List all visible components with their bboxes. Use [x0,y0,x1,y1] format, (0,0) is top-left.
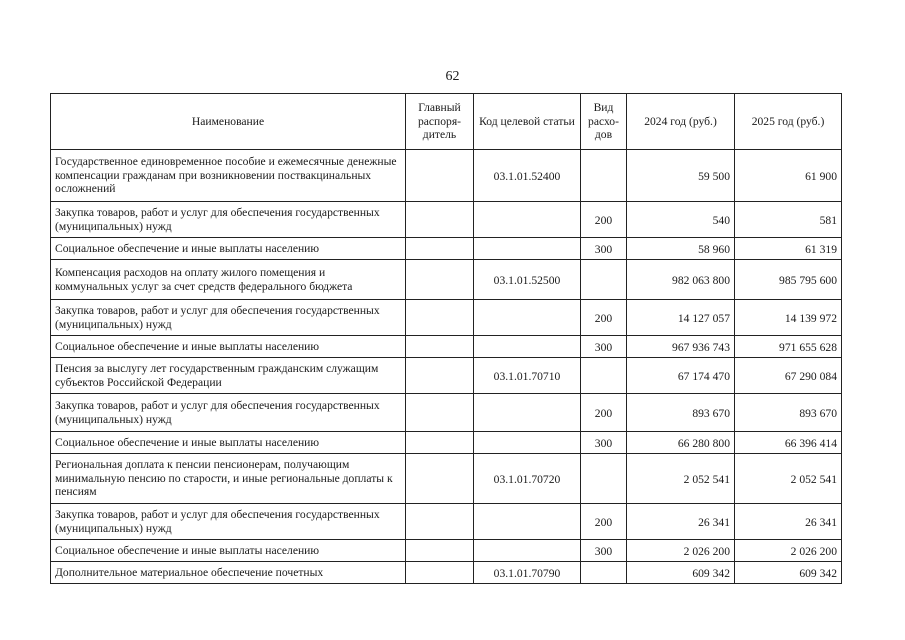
row-name-cell: Социальное обеспечение и иные выплаты населению [51,336,406,358]
row-type-cell: 200 [581,300,627,336]
row-name-cell: Социальное обеспечение и иные выплаты населению [51,540,406,562]
row-2025-cell: 61 900 [735,150,842,202]
row-name-cell: Закупка товаров, работ и услуг для обеспечения государственных (муниципальных) нужд [51,394,406,432]
row-2025-cell: 2 052 541 [735,454,842,504]
column-header-2024: 2024 год (руб.) [627,94,735,150]
row-type-cell: 300 [581,238,627,260]
row-2024-cell: 66 280 800 [627,432,735,454]
table-header-row [51,94,842,150]
column-header-name: Наименование [51,94,406,150]
column-header-manager: Главный распоря-дитель [406,94,474,150]
row-code-cell [474,504,581,540]
row-type-cell [581,150,627,202]
row-code-cell [474,432,581,454]
column-header-type: Вид расхо-дов [581,94,627,150]
row-code-cell: 03.1.01.70790 [474,562,581,584]
row-2025-cell: 61 319 [735,238,842,260]
row-type-cell [581,454,627,504]
column-header-2025: 2025 год (руб.) [735,94,842,150]
row-type-cell: 300 [581,432,627,454]
row-code-cell [474,336,581,358]
row-2024-cell: 982 063 800 [627,260,735,300]
table-row [51,540,842,562]
row-manager-cell [406,300,474,336]
row-2024-cell: 2 026 200 [627,540,735,562]
row-2024-cell: 2 052 541 [627,454,735,504]
column-header-code: Код целевой статьи [474,94,581,150]
row-2025-cell: 985 795 600 [735,260,842,300]
row-manager-cell [406,540,474,562]
row-name-cell: Социальное обеспечение и иные выплаты населению [51,238,406,260]
table-row [51,300,842,336]
row-code-cell [474,300,581,336]
row-2025-cell: 609 342 [735,562,842,584]
row-2024-cell: 609 342 [627,562,735,584]
row-manager-cell [406,394,474,432]
row-name-cell: Социальное обеспечение и иные выплаты населению [51,432,406,454]
table-row [51,260,842,300]
table-row [51,238,842,260]
row-code-cell [474,202,581,238]
table-row [51,150,842,202]
row-name-cell: Закупка товаров, работ и услуг для обеспечения государственных (муниципальных) нужд [51,300,406,336]
row-2024-cell: 967 936 743 [627,336,735,358]
table-row [51,454,842,504]
row-manager-cell [406,432,474,454]
row-code-cell [474,394,581,432]
table-row [51,202,842,238]
row-2025-cell: 893 670 [735,394,842,432]
table-row [51,336,842,358]
row-name-cell: Дополнительное материальное обеспечение почетных [51,562,406,584]
row-name-cell: Региональная доплата к пенсии пенсионерам, получающим минимальную пенсию по старости, и иные региональные доплаты к пенсиям [51,454,406,504]
row-2025-cell: 971 655 628 [735,336,842,358]
row-2024-cell: 14 127 057 [627,300,735,336]
row-2024-cell: 58 960 [627,238,735,260]
row-manager-cell [406,150,474,202]
row-code-cell [474,540,581,562]
row-type-cell: 200 [581,504,627,540]
table-row [51,432,842,454]
row-code-cell: 03.1.01.70720 [474,454,581,504]
row-manager-cell [406,454,474,504]
row-code-cell: 03.1.01.52500 [474,260,581,300]
row-type-cell [581,260,627,300]
row-code-cell: 03.1.01.70710 [474,358,581,394]
row-manager-cell [406,504,474,540]
row-2025-cell: 2 026 200 [735,540,842,562]
row-2024-cell: 59 500 [627,150,735,202]
row-type-cell [581,562,627,584]
table-row [51,394,842,432]
row-type-cell: 300 [581,336,627,358]
budget-table [50,93,842,584]
row-manager-cell [406,260,474,300]
table-body [51,150,842,584]
row-type-cell: 200 [581,202,627,238]
row-name-cell: Компенсация расходов на оплату жилого помещения и коммунальных услуг за счет средств федерального бюджета [51,260,406,300]
row-2025-cell: 67 290 084 [735,358,842,394]
row-type-cell: 200 [581,394,627,432]
row-name-cell: Закупка товаров, работ и услуг для обеспечения государственных (муниципальных) нужд [51,504,406,540]
row-2025-cell: 14 139 972 [735,300,842,336]
row-2024-cell: 540 [627,202,735,238]
row-type-cell [581,358,627,394]
row-2025-cell: 66 396 414 [735,432,842,454]
row-code-cell: 03.1.01.52400 [474,150,581,202]
row-2025-cell: 26 341 [735,504,842,540]
table-row [51,562,842,584]
row-manager-cell [406,238,474,260]
row-manager-cell [406,336,474,358]
row-manager-cell [406,562,474,584]
row-2024-cell: 67 174 470 [627,358,735,394]
row-2024-cell: 893 670 [627,394,735,432]
table-row [51,358,842,394]
row-2025-cell: 581 [735,202,842,238]
page-number: 62 [445,69,460,84]
row-name-cell: Закупка товаров, работ и услуг для обеспечения государственных (муниципальных) нужд [51,202,406,238]
row-name-cell: Государственное единовременное пособие и ежемесячные денежные компенсации гражданам при возникновении поствакцинальных осложнений [51,150,406,202]
row-manager-cell [406,358,474,394]
table-row [51,504,842,540]
row-code-cell [474,238,581,260]
row-2024-cell: 26 341 [627,504,735,540]
row-manager-cell [406,202,474,238]
row-name-cell: Пенсия за выслугу лет государственным гражданским служащим субъектов Российской Федерации [51,358,406,394]
row-type-cell: 300 [581,540,627,562]
